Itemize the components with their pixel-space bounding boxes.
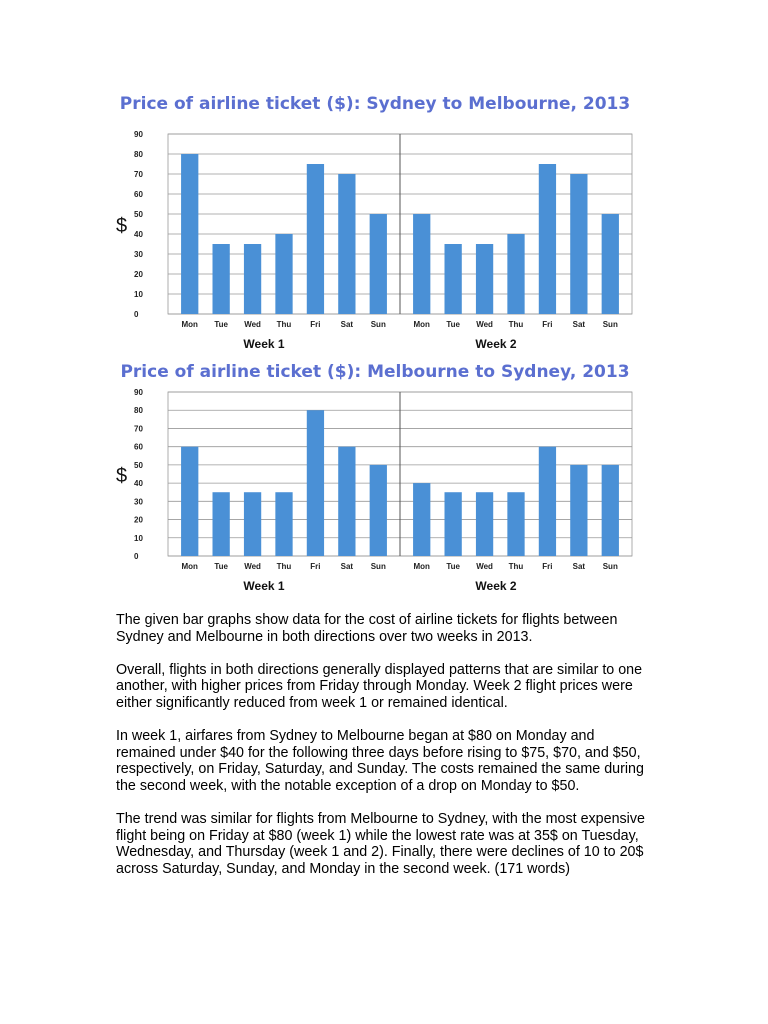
bar <box>476 492 493 556</box>
y-tick-label: 0 <box>134 310 139 319</box>
y-axis-label: $ <box>116 465 128 487</box>
bar <box>539 164 556 314</box>
x-tick-label: Sat <box>572 562 586 571</box>
y-tick-label: 70 <box>134 424 143 434</box>
bar <box>413 214 430 314</box>
x-tick-label: Tue <box>446 562 460 571</box>
bar <box>370 214 387 314</box>
y-tick-label: 10 <box>134 533 143 543</box>
bar-chart-svg <box>110 384 640 598</box>
x-tick-label: Fri <box>310 320 321 329</box>
y-tick-label: 80 <box>134 150 143 159</box>
essay-paragraph: The trend was similar for flights from Melbourne to Sydney, with the most expensive flight being on Friday at $80 (week 1) while the lowest rate was at 35$ on Tuesday, Wednesday, and Thursday (week 1 and 2). Finally, there were declines of 10 to 20$ across Saturday, Sunday, and Monday in the second week. (171 words) <box>116 811 645 877</box>
x-tick-label: Sun <box>602 562 618 571</box>
chart-sydney-to-melbourne <box>110 94 640 354</box>
bar <box>275 234 292 314</box>
bar <box>445 244 462 314</box>
x-tick-label: Sun <box>602 320 618 329</box>
bar <box>213 492 230 556</box>
y-tick-label: 80 <box>134 406 143 416</box>
y-tick-label: 40 <box>134 479 143 489</box>
x-tick-label: Mon <box>181 562 198 571</box>
y-tick-label: 60 <box>134 442 143 452</box>
bar <box>213 244 230 314</box>
bar <box>570 174 587 314</box>
group-label: Week 1 <box>243 579 285 593</box>
x-tick-label: Sun <box>370 320 386 329</box>
x-tick-label: Wed <box>476 562 493 571</box>
bar <box>181 447 198 556</box>
y-tick-label: 10 <box>134 290 143 299</box>
x-tick-label: Fri <box>542 320 553 329</box>
essay-paragraph: Overall, flights in both directions generally displayed patterns that are similar to one another, with higher prices from Friday through Monday. Week 2 flight prices were either significantly reduced from week 1 or remained identical. <box>116 661 643 711</box>
bar-chart-svg <box>110 126 640 356</box>
x-tick-label: Tue <box>446 320 460 329</box>
y-tick-label: 30 <box>134 497 143 507</box>
bar <box>338 174 355 314</box>
bar <box>570 465 587 556</box>
y-tick-label: 0 <box>134 552 139 561</box>
y-tick-label: 20 <box>134 515 143 525</box>
bar <box>539 447 556 556</box>
bar <box>507 492 524 556</box>
x-tick-label: Tue <box>214 562 228 571</box>
group-label: Week 2 <box>475 337 517 351</box>
bar <box>445 492 462 556</box>
y-tick-label: 20 <box>134 270 143 279</box>
essay-paragraph: The given bar graphs show data for the cost of airline tickets for flights between Sydney and Melbourne in both directions over two weeks in 2013. <box>116 612 618 645</box>
y-tick-label: 90 <box>134 130 143 139</box>
y-axis-label: $ <box>116 215 128 237</box>
x-tick-label: Fri <box>542 562 553 571</box>
x-tick-label: Sat <box>340 320 354 329</box>
bar <box>338 447 355 556</box>
y-tick-label: 40 <box>134 230 143 239</box>
y-tick-label: 50 <box>134 210 143 219</box>
bar <box>307 410 324 556</box>
bar <box>181 154 198 314</box>
x-tick-label: Wed <box>244 562 261 571</box>
x-tick-label: Sun <box>370 562 386 571</box>
chart-title: Price of airline ticket ($): Melbourne to Sydney, 2013 <box>120 362 630 382</box>
x-tick-label: Tue <box>214 320 228 329</box>
y-tick-label: 70 <box>134 170 143 179</box>
y-tick-label: 50 <box>134 460 143 470</box>
bar <box>413 483 430 556</box>
bar <box>476 244 493 314</box>
group-label: Week 1 <box>243 337 285 351</box>
bar <box>370 465 387 556</box>
essay-text <box>116 612 646 894</box>
group-label: Week 2 <box>475 579 517 593</box>
x-tick-label: Fri <box>310 562 321 571</box>
x-tick-label: Thu <box>276 562 292 571</box>
x-tick-label: Thu <box>508 320 524 329</box>
bar <box>244 244 261 314</box>
x-tick-label: Mon <box>413 320 430 329</box>
bar <box>602 214 619 314</box>
essay-paragraph: In week 1, airfares from Sydney to Melbourne began at $80 on Monday and remained under $40 for the following three days before rising to $75, $70, and $50, respectively, on Friday, Saturday, and Sunday. The costs remained the same during the second week, with the notable exception of a drop on Monday to $50. <box>116 728 644 794</box>
x-tick-label: Thu <box>508 562 524 571</box>
bar <box>275 492 292 556</box>
x-tick-label: Thu <box>276 320 292 329</box>
x-tick-label: Mon <box>413 562 430 571</box>
x-tick-label: Mon <box>181 320 198 329</box>
x-tick-label: Sat <box>572 320 586 329</box>
bar <box>244 492 261 556</box>
bar <box>307 164 324 314</box>
x-tick-label: Sat <box>340 562 354 571</box>
chart-title: Price of airline ticket ($): Sydney to Melbourne, 2013 <box>119 94 631 114</box>
bar <box>507 234 524 314</box>
y-tick-label: 90 <box>134 388 143 397</box>
y-tick-label: 60 <box>134 190 143 199</box>
x-tick-label: Wed <box>476 320 493 329</box>
x-tick-label: Wed <box>244 320 261 329</box>
chart-melbourne-to-sydney <box>110 362 640 602</box>
bar <box>602 465 619 556</box>
y-tick-label: 30 <box>134 250 143 259</box>
